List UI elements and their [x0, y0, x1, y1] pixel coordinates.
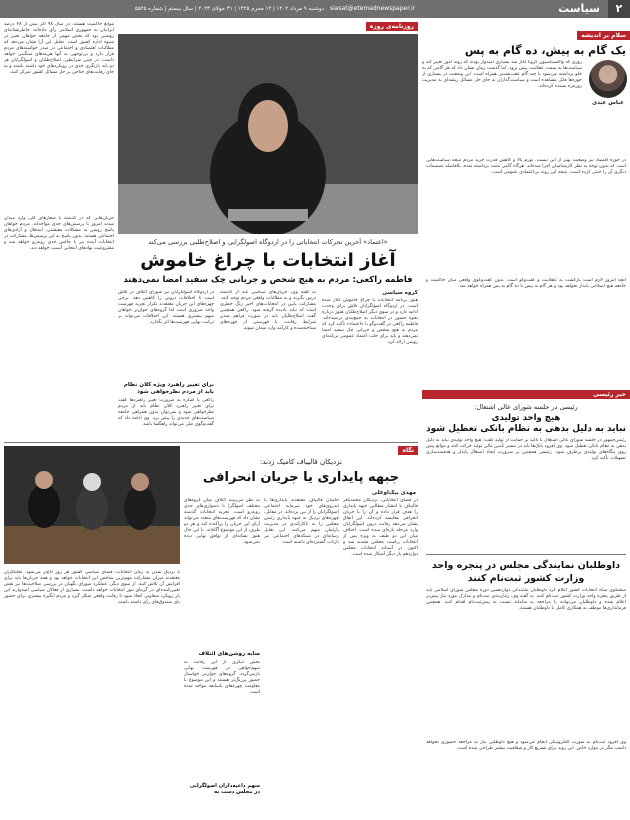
story2-kicker: نگاه	[398, 446, 418, 455]
col-left-top: موانع حاکمیت هستند. در سال ۹۸ اگر بیش از ۴۸ درصد ایرانیان به جمهوری اسلامی رأی داده‌اند، خاطرنشانه‌ای روشنی بود که بخش مهمی از جامعه خواهان تغییر در شیوه اداره کشور است. تحلیل این آرا نشان می‌دهد که مطالبات اقتصادی و اجتماعی در صدر خواسته‌های مردم قرار دارد و بی‌توجهی به آنها هزینه‌های سنگینی خواهد داشت. در چنین شرایطی، اصلاح‌طلبان و اصولگرایان هر دو باید بازنگری جدی در رویکردهای خود داشته باشند و به جای رقابت‌های جناحی بر حل مسائل کشور تمرکز کنند.	[4, 22, 114, 75]
editorial-para1: روزی که واکسیناسیون کرونا آغاز شد بسیاری امیدوار بودند که روند امور تغییر کند و سیاست‌ها به سمت عقلانیت پیش برود. اما گذشت زمان نشان داد که هر گامی که به جلو برداشته می‌شود با چند گام عقب‌نشینی همراه است. این وضعیت در بسیاری از حوزه‌ها قابل مشاهده است و سیاست‌گذاران به جای حل مسائل ریشه‌ای به مدیریت روزمره بسنده کرده‌اند.	[422, 60, 582, 89]
page-number: ۲	[608, 0, 630, 18]
dateline: دوشنبه ۹ مرداد ۱۴۰۲ | ۱۲ محرم ۱۴۴۵ | ۳۱ جولای ۲۰۲۳ | سال بیستم | شماره ۵۵۴۵	[134, 6, 324, 12]
story1-cols	[118, 290, 418, 440]
editorial-para3: آنچه امروز لازم است بازگشت به عقلانیت و گفت‌وگو است. بدون گفت‌وگوی واقعی میان حاکمیت و جامعه هیچ اصلاحی پایدار نخواهد بود و هر گام به پیش با ده گام به پس همراه خواهد شد.	[426, 278, 626, 289]
story2-lead: نزدیکان قالیباف کامیک زدند:	[260, 458, 342, 466]
story1	[118, 22, 418, 440]
section-divider	[4, 442, 418, 443]
story2-cols	[184, 498, 418, 818]
author-photo	[586, 60, 630, 156]
story1-caption: «اعتماد» آخرین تحرکات انتخاباتی را در اردوگاه اصولگرایی و اصلاح‌طلبی بررسی می‌کند	[148, 238, 388, 246]
header-bar	[0, 0, 630, 18]
story2-col2: حامیان قالیباف معتقدند پایداری‌ها با تندروی‌های خود سرمایه اجتماعی اصولگرایان را از بین برده‌اند. در مقابل، چهره‌های نزدیک به جبهه پایداری رئیس مجلس را به ناکارآمدی در مدیریت پارلمان متهم می‌کنند. این تقابل رسانه‌ای در شبکه‌های اجتماعی نیز بازتاب گسترده‌ای داشته است.	[264, 498, 339, 545]
news-lead: رئیسی در جلسه شورای عالی اشتغال:	[474, 403, 578, 411]
col-left-mid: جریان‌هایی که در گذشته با شعارهای کلی وارد میدان شدند امروز با پرسش‌های جدی مواجه‌اند. مردم خواهان پاسخ روشن به مشکلات معیشتی، اشتغال و آزادی‌های اجتماعی هستند. بدون پاسخ به این پرسش‌ها، مشارکت در انتخابات آینده نیز با چالش جدی روبه‌رو خواهد شد و مشروعیت نهادهای انتخابی آسیب خواهد دید.	[4, 216, 114, 251]
story1-byline: گروه سیاسی	[382, 290, 418, 296]
story1-photo	[118, 34, 418, 234]
author-portrait	[589, 60, 627, 98]
section-title: سیاست	[558, 2, 600, 15]
news2-body2: وی افزود ثبت‌نام به صورت الکترونیکی انجام می‌شود و هیچ داوطلبی نیاز به مراجعه حضوری نخواهد داشت مگر در موارد خاص. این روند برای تسریع کار و شفافیت بیشتر طراحی شده است.	[426, 740, 626, 751]
story2-col4: بخش دیگری از این رقابت به سهم‌خواهی در فهرست نهایی بازمی‌گردد. گروه‌های جوان‌تر خواستار حضور پررنگ‌تر هستند و این موضوع با مقاومت چهره‌های باسابقه مواجه شده است.	[184, 660, 260, 695]
author-name: عباس عبدی	[592, 100, 624, 106]
story2-col3: به نظر می‌رسد ائتلاف میان گروه‌های مختلف اصولگرا با دشواری‌های جدی روبه‌رو است. تجربه انتخابات گذشته نشان داد که فهرست‌های متعدد می‌تواند آرای این جریان را پراکنده کند و هر دو طرف از این موضوع آگاه‌اند. با این حال هنوز نشانه‌ای از توافق نهایی دیده نمی‌شود.	[184, 498, 260, 545]
story1-subhead: برای تغییر راهبرد ویژه کلان نظام باید از مردم نظرخواهی شود	[123, 382, 214, 395]
news-body: رئیس‌جمهور در جلسه شورای عالی اشتغال با تأکید بر حمایت از تولید گفت: هیچ واحد تولیدی نباید به دلیل بدهی به نظام بانکی تعطیل شود. وی افزود بانک‌ها باید در مسیر تأمین مالی تولید حرکت کنند و موانع پیش روی بنگاه‌های تولیدی برطرف شود. رئیسی همچنین بر ضرورت ایجاد اشتغال پایدار و هدفمندسازی تسهیلات تأکید کرد.	[426, 438, 626, 461]
story1-col3	[118, 290, 214, 440]
parliament-scene	[4, 446, 180, 564]
story1-col1	[322, 290, 418, 440]
portrait-illustration	[118, 34, 418, 234]
story2-subhead2: سهم داعیه‌داران اصولگرایی در مجلس دست به	[189, 783, 260, 795]
parliament-photo	[4, 446, 180, 564]
story2-col3-wrap	[184, 498, 260, 818]
story1-col2-text: به گفته وی، جریان‌های سیاسی باید از گذشته درس بگیرند و به مطالبات واقعی مردم توجه کنند. مشارکت پایین در انتخابات‌های اخیر زنگ خطری است که نباید نادیده گرفته شود. راکعی همچنین گفت اصلاح‌طلبان باید در صورت فراهم شدن شرایط رقابت، با فهرستی از چهره‌های شناخته‌شده و کارآمد وارد میدان شوند.	[220, 290, 316, 331]
editorial-para2: در حوزه اقتصاد نیز وضعیت بهتر از این نیست. تورم بالا و کاهش قدرت خرید مردم نتیجه سیاست‌هایی است که بدون توجه به نظر کارشناسان اجرا شده‌اند. هرگاه گامی مثبت برداشته شده، بلافاصله تصمیمات دیگری آن را خنثی کرده است. نتیجه این روند بی‌اعتمادی عمومی است.	[426, 158, 626, 175]
news-title-a: هیچ واحد تولیدی	[491, 413, 561, 423]
news-title-b: نباید به دلیل بدهی به نظام بانکی تعطیل شود	[425, 424, 627, 434]
story1-kicker: روزنامه‌ی روزه	[366, 22, 418, 31]
story1-subtitle: فاطمه راکعی: مردم به هیچ شخص و جریانی چک سفید امضا نمی‌دهند	[123, 275, 413, 285]
kicker-editorial: سلام بر اندیشه	[577, 31, 630, 40]
editorial-title: یک گام به پیش، ده گام به پس	[464, 44, 626, 57]
divider	[426, 554, 626, 555]
news2-body: سخنگوی ستاد انتخابات کشور اعلام کرد داوطلبان نمایندگی دوازدهمین دوره مجلس شورای اسلامی باید از طریق پنجره واحد وزارت کشور ثبت‌نام کنند. به گفته وی، زمان‌بندی ثبت‌نام و مدارک مورد نیاز پیش‌تر اعلام شده و داوطلبان می‌توانند با مراجعه به سامانه نسبت به پیش‌ثبت‌نام اقدام کنند. همچنین فرمانداری‌ها موظف به همکاری کامل با داوطلبان هستند.	[426, 588, 626, 611]
section-email: siasat@etemadnewspaper.ir	[330, 5, 416, 12]
news2-title: داوطلبان نمایندگی مجلس در پنجره واحد وزارت کشور ثبت‌نام کنند	[431, 560, 621, 584]
col-left-bottom: با نزدیک شدن به زمان انتخابات، فضای سیاسی کشور هر روز داغ‌تر می‌شود. تحلیلگران معتقدند میزان مشارکت مهم‌ترین شاخص این انتخابات خواهد بود و همه جریان‌ها باید برای افزایش آن تلاش کنند. از سوی دیگر، عملکرد شورای نگهبان در بررسی صلاحیت‌ها نیز نقش تعیین‌کننده‌ای در گرمای تنور انتخابات خواهد داشت. بسیاری از فعالان سیاسی امیدوارند این بار رویکرد متفاوتی اتخاذ شود تا رقابت واقعی شکل گیرد و مردم انگیزه بیشتری برای حضور پای صندوق‌های رأی داشته باشند.	[4, 570, 180, 605]
story2-title: جبهه پایداری یا جریان انحرافی	[202, 470, 400, 485]
story1-col3-text: در اردوگاه اصولگرایان نیز شورای ائتلاف در تلاش است تا اختلافات درونی را کاهش دهد. برخی چهره‌های این جریان معتقدند تکرار تجربه فهرست واحد ضروری است اما گروه‌های جوان‌تر خواهان سهم بیشتری هستند. این اختلافات می‌تواند بر ترکیب نهایی فهرست‌ها اثر بگذارد.	[118, 290, 214, 325]
story2-subhead1: سایه روشن‌های ائتلاف	[198, 651, 260, 657]
kicker-news: خبر رئیسی	[422, 390, 630, 399]
story1-col4-text: راکعی با اشاره به ضرورت تغییر راهبردها گفت برای تغییر راهبرد کلان نظام باید از مردم نظرخواهی شود و نمی‌توان بدون همراهی جامعه سیاست‌های جدیدی را پیش برد. وی ادامه داد که گفت‌وگوی ملی می‌تواند راهگشا باشد.	[118, 398, 214, 427]
col-right	[422, 22, 630, 820]
story2	[184, 446, 418, 818]
story1-col1-text: هنوز برنامه انتخابات با چراغ خاموش آغاز شده است. در اردوگاه اصولگرایان تلاش برای وحدت ادامه دارد و در سوی دیگر اصلاح‌طلبان هنوز درباره نحوه حضور در انتخابات به جمع‌بندی نرسیده‌اند. فاطمه راکعی در گفت‌وگو با «اعتماد» تأکید کرد که مردم به هیچ شخص و جریانی چک سفید امضا نمی‌دهند و باید برای جلب اعتماد عمومی برنامه‌ای روشن ارائه کرد.	[322, 298, 418, 345]
story2-col1: در فضای انتخاباتی، نزدیکان محمدباقر قالیباف با انتشار مطالبی جبهه پایداری را هدف قرار داده و آن را با جریان انحرافی مقایسه کرده‌اند. این اتفاق نشان می‌دهد رقابت درون اصولگرایان وارد مرحله تازه‌ای شده است. اختلاف میان این دو طیف به ویژه پس از انتخابات ریاست مجلس تشدید شد و اکنون در آستانه انتخابات مجلس دوازدهم بار دیگر آشکار شده است.	[343, 498, 418, 557]
story2-byline: مهدی بیک‌اوغلی	[372, 490, 416, 496]
story1-title: آغاز انتخابات با چراغ خاموش	[140, 250, 396, 271]
